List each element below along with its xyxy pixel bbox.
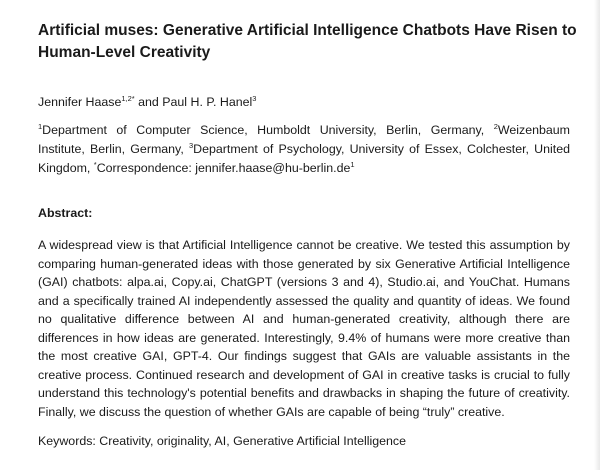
affiliation-marker: 2 (493, 121, 498, 131)
affiliation-marker: 3 (188, 140, 194, 150)
affiliation-text: Weizenbaum Institute, Berlin, Germany, (38, 123, 570, 156)
correspondence-marker: * (93, 159, 97, 169)
paper-title: Artificial muses: Generative Artificial Intelligence Chatbots Have Risen to Human-Level Creativity (38, 22, 577, 61)
page-edge-shadow (594, 0, 600, 470)
author-affiliation-marker: 3 (252, 93, 257, 103)
abstract-text: A widespread view is that Artificial Intelligence cannot be creative. We tested this assumption by comparing human-generated ideas with those generated by six Generative Artificial Intelligence (GAI) chatbots: alpa.ai, Copy.ai, ChatGPT (versions 3 and 4), Studio.ai, and YouChat. Humans and a specifically trained AI independently assessed the quality and quantity of ideas. We found no qualitative difference between AI and human-generated creativity, although there are differences in how ideas are generated. Interestingly, 9.4% of humans were more creative than the most creative GAI, GPT-4. Our findings suggest that GAIs are valuable assistants in the creative process. Continued research and development of GAI in creative tasks is crucial to fully understand this technology's potential benefits and drawbacks in shaping the future of creativity. Finally, we discuss the question of whether GAIs are capable of being “truly” creative. (38, 238, 570, 419)
author-conjunction: and (134, 95, 163, 109)
abstract-heading: Abstract: (38, 206, 93, 220)
author-line (38, 94, 578, 110)
affiliation-marker: 1 (350, 159, 355, 169)
affiliation-text: Department of Computer Science, Humboldt University, Berlin, Germany, (42, 123, 494, 137)
affiliations (38, 121, 570, 178)
author-affiliation-marker: 1,2* (121, 93, 135, 103)
affiliation-marker: 1 (38, 121, 43, 131)
author-name: Jennifer Haase (38, 95, 122, 109)
author-name: Paul H. P. Hanel (162, 95, 253, 109)
keywords: Keywords: Creativity, originality, AI, Generative Artificial Intelligence (38, 434, 406, 448)
affiliation-text: Department of Psychology, University of Essex, Colchester, United Kingdom, (38, 142, 570, 175)
correspondence-email: Correspondence: jennifer.haase@hu-berlin.de (96, 161, 351, 175)
